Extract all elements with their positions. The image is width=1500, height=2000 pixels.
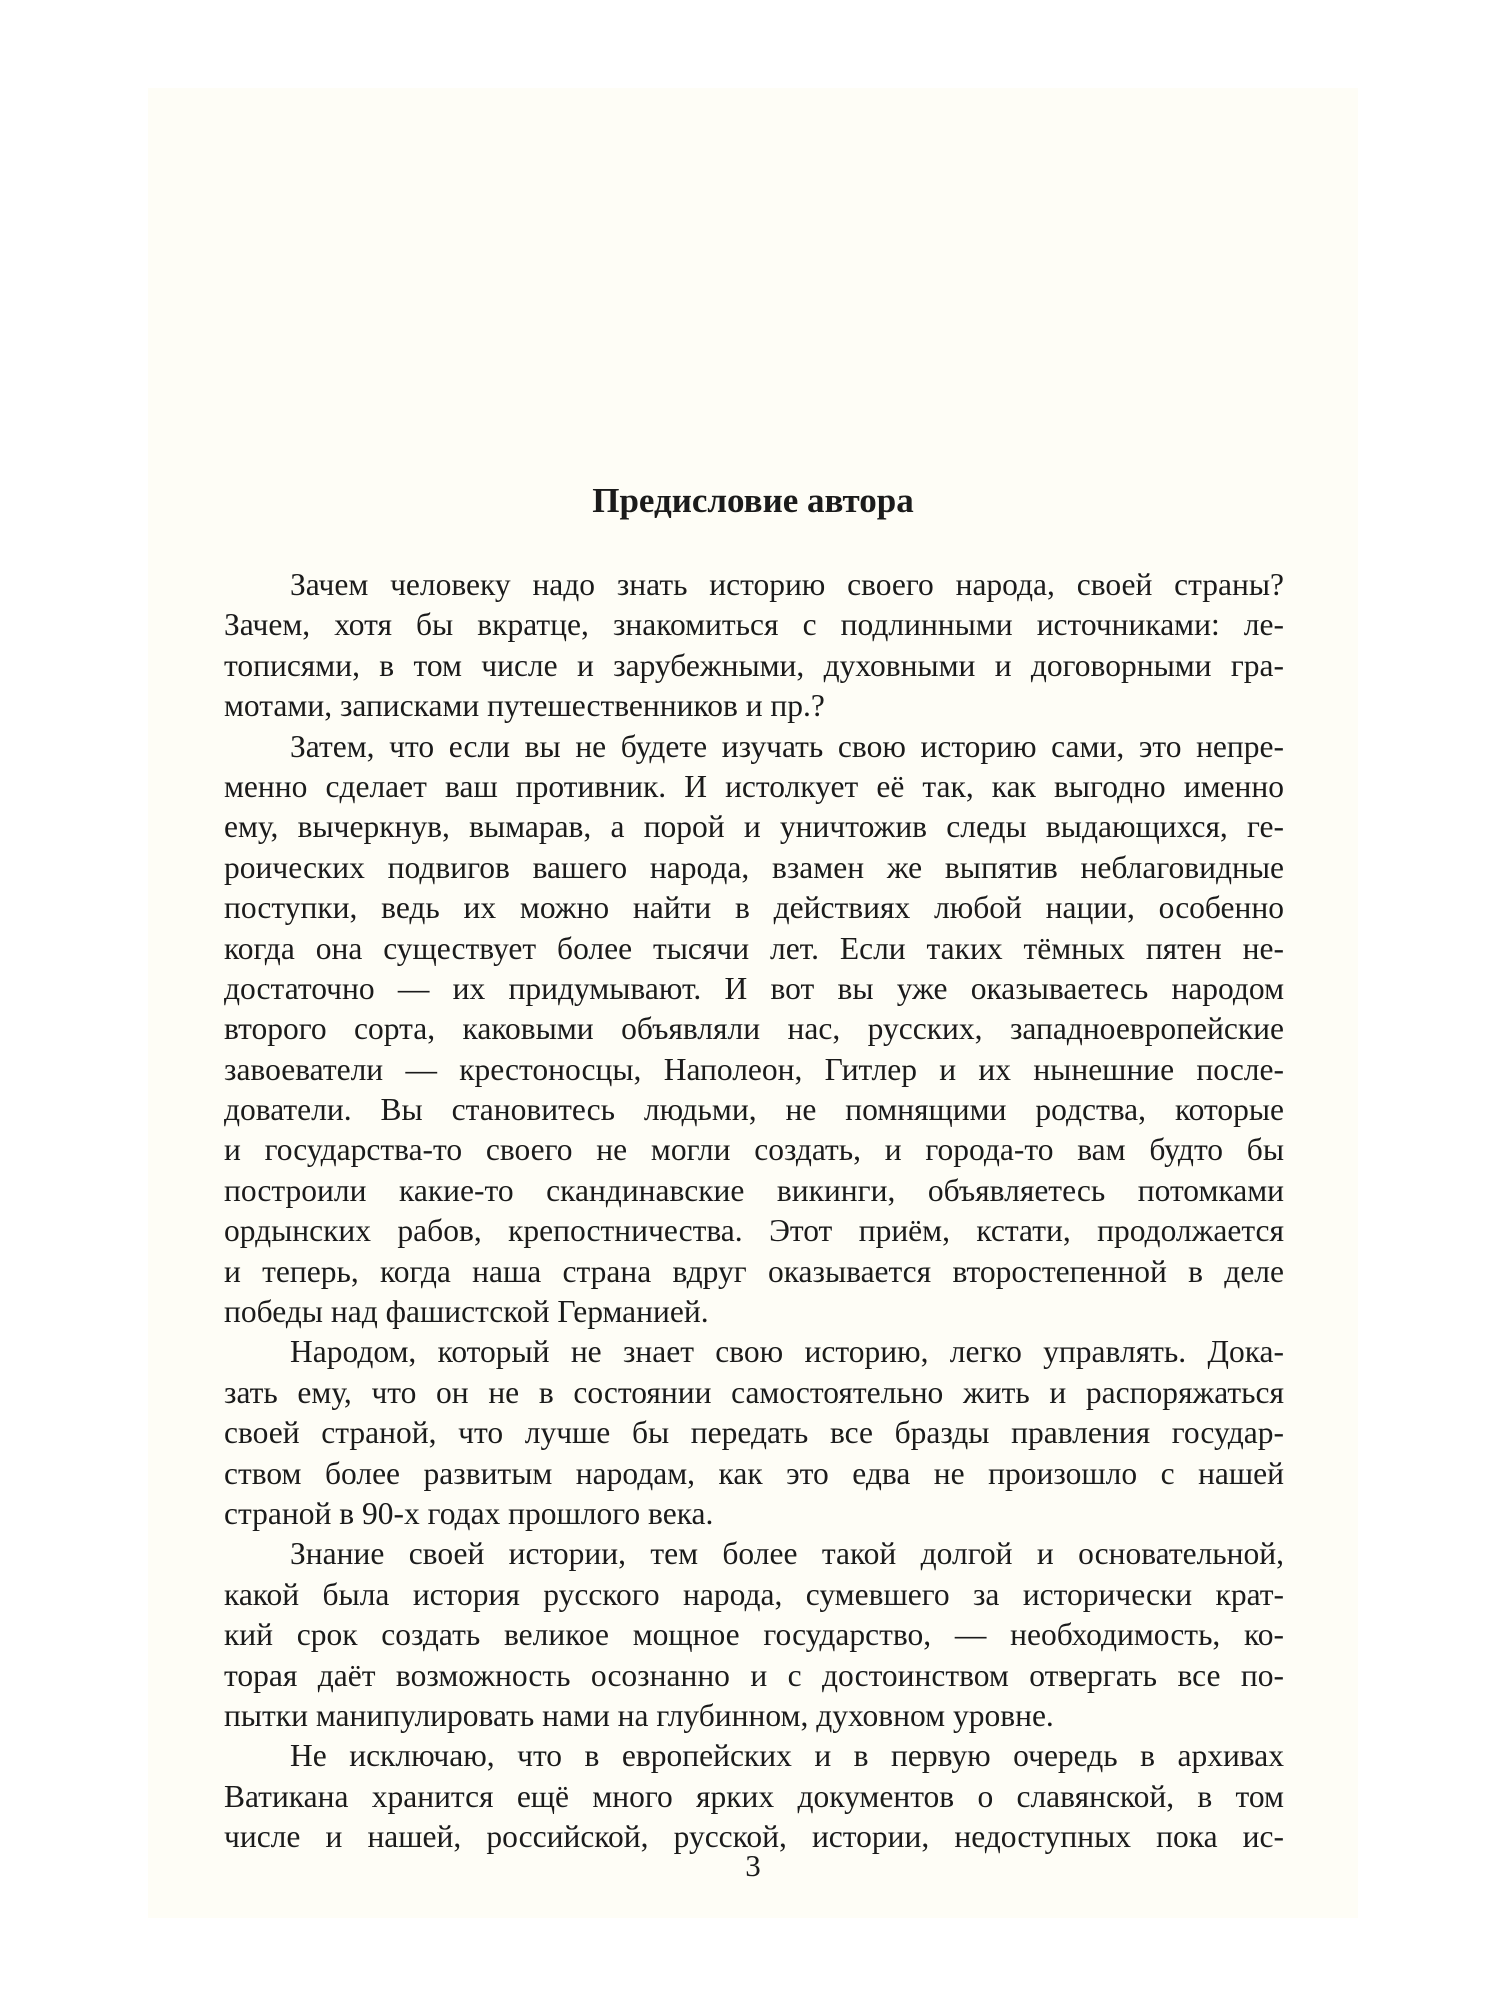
- paragraph: [224, 565, 1284, 727]
- text-line: победы над фашистской Германией.: [224, 1294, 709, 1330]
- body-text: [224, 565, 1284, 1858]
- book-page: [148, 88, 1358, 1918]
- text-line: Ватикана хранится ещё много ярких документов о славянской, в том: [224, 1778, 1284, 1814]
- text-line: Не исключаю, что в европейских и в первую очередь в архивах: [290, 1738, 1284, 1774]
- text-line: пытки манипулировать нами на глубинном, духовном уровне.: [224, 1697, 1054, 1733]
- text-line: Народом, который не знает свою историю, легко управлять. Дока-: [290, 1334, 1284, 1370]
- text-line: Затем, что если вы не будете изучать свою историю сами, это непре-: [290, 728, 1284, 764]
- text-line: страной в 90-х годах прошлого века.: [224, 1495, 714, 1531]
- text-line: завоеватели — крестоносцы, Наполеон, Гитлер и их нынешние после-: [224, 1051, 1284, 1087]
- text-line: ему, вычеркнув, вымарав, а порой и уничтожив следы выдающихся, ге-: [224, 809, 1284, 845]
- text-line: кий срок создать великое мощное государство, — необходимость, ко-: [224, 1617, 1284, 1653]
- text-line: роических подвигов вашего народа, взамен же выпятив неблаговидные: [224, 849, 1284, 885]
- text-line: когда она существует более тысячи лет. Если таких тёмных пятен не-: [224, 930, 1284, 966]
- page-title: Предисловие автора: [592, 481, 914, 520]
- paragraph: [224, 727, 1284, 1333]
- text-line: построили какие-то скандинавские викинги, объявляетесь потомками: [224, 1172, 1284, 1208]
- paragraph: [224, 1332, 1284, 1534]
- text-line: своей страной, что лучше бы передать все бразды правления государ-: [224, 1415, 1284, 1451]
- text-line: торая даёт возможность осознанно и с достоинством отвергать все по-: [224, 1657, 1284, 1693]
- text-line: достаточно — их придумывают. И вот вы уже оказываетесь народом: [224, 970, 1284, 1006]
- text-line: второго сорта, каковыми объявляли нас, русских, западноевропейские: [224, 1011, 1284, 1047]
- text-line: числе и нашей, российской, русской, истории, недоступных пока ис-: [224, 1819, 1284, 1855]
- text-line: Зачем, хотя бы вкратце, знакомиться с подлинными источниками: ле-: [224, 607, 1284, 643]
- text-line: мотами, записками путешественников и пр.?: [224, 688, 825, 724]
- paragraph: [224, 1534, 1284, 1736]
- text-line: Зачем человеку надо знать историю своего народа, своей страны?: [290, 567, 1284, 602]
- paragraph: [224, 1736, 1284, 1857]
- text-line: Знание своей истории, тем более такой долгой и основательной,: [290, 1536, 1284, 1572]
- text-line: поступки, ведь их можно найти в действиях любой нации, особенно: [224, 890, 1284, 926]
- text-line: и теперь, когда наша страна вдруг оказывается второстепенной в деле: [224, 1253, 1284, 1289]
- text-line: ордынских рабов, крепостничества. Этот приём, кстати, продолжается: [224, 1213, 1284, 1249]
- text-line: менно сделает ваш противник. И истолкует её так, как выгодно именно: [224, 768, 1284, 804]
- text-line: тописями, в том числе и зарубежными, духовными и договорными гра-: [224, 647, 1284, 683]
- page-number: 3: [745, 1848, 761, 1883]
- text-line: ством более развитым народам, как это едва не произошло с нашей: [224, 1455, 1284, 1491]
- text-line: и государства-то своего не могли создать, и города-то вам будто бы: [224, 1132, 1284, 1168]
- text-line: какой была история русского народа, сумевшего за исторически крат-: [224, 1576, 1284, 1612]
- text-line: зать ему, что он не в состоянии самостоятельно жить и распоряжаться: [224, 1374, 1284, 1410]
- text-line: дователи. Вы становитесь людьми, не помнящими родства, которые: [224, 1092, 1284, 1128]
